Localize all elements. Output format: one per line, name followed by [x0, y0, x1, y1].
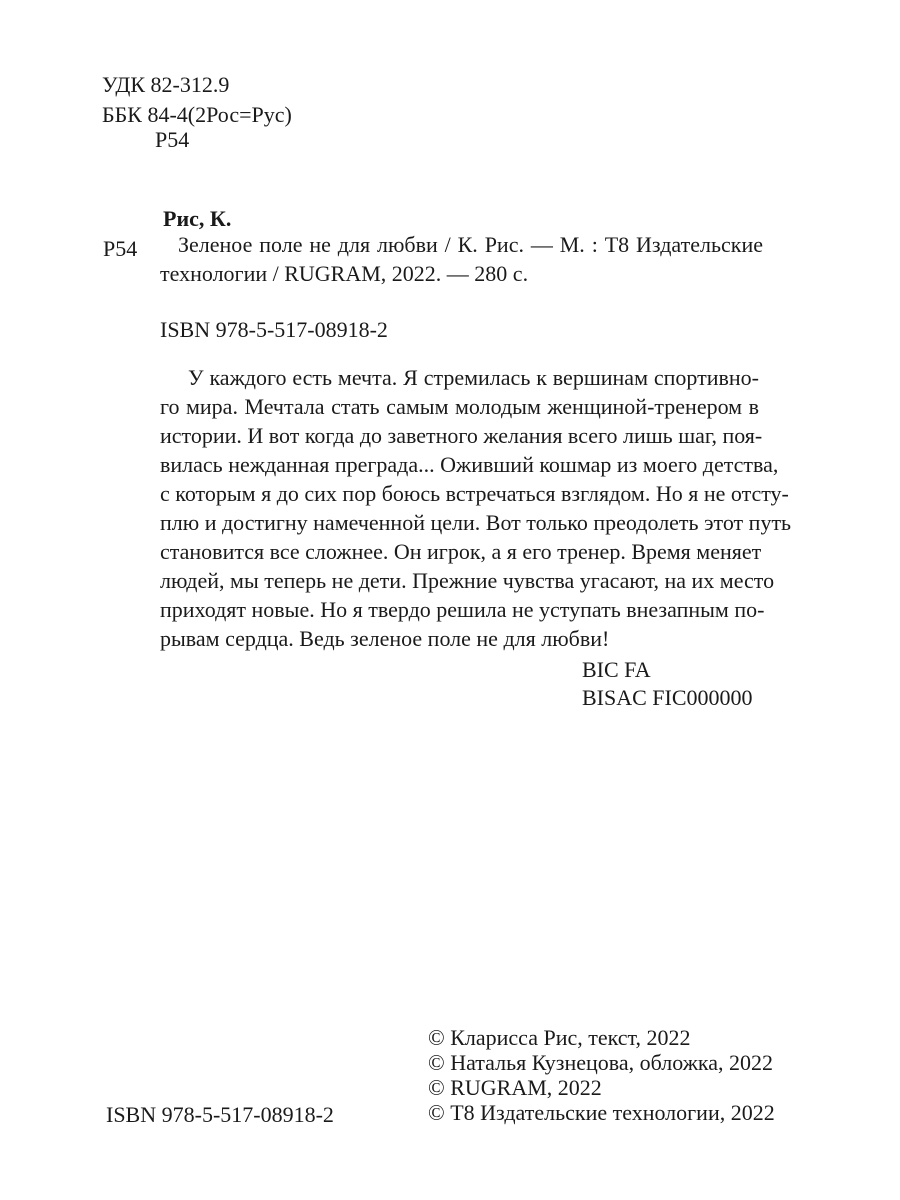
bisac-code: BISAC FIC000000: [582, 685, 753, 710]
annotation-line: рывам сердца. Ведь зеленое поле не для любви!: [160, 626, 610, 651]
copyright-line: © Кларисса Рис, текст, 2022: [428, 1025, 691, 1050]
bibliographic-description: [160, 230, 763, 288]
annotation: [160, 363, 792, 653]
udk-code: УДК 82-312.9: [102, 72, 230, 97]
annotation-line: го мира. Мечтала стать самым молодым женщиной-тренером в: [160, 394, 759, 419]
bic-code: BIC FA: [582, 657, 651, 682]
bibliographic-line: Зеленое поле не для любви / К. Рис. — М. : Т8 Издательские: [178, 232, 763, 257]
copyright-line: © Т8 Издательские технологии, 2022: [428, 1100, 775, 1125]
annotation-line: становится все сложнее. Он игрок, а я его тренер. Время меняет: [160, 539, 762, 564]
annotation-line: У каждого есть мечта. Я стремилась к вершинам спортивно-: [188, 365, 759, 390]
annotation-line: приходят новые. Но я твердо решила не уступать внезапным по-: [160, 597, 765, 622]
isbn-record: ISBN 978-5-517-08918-2: [160, 317, 388, 342]
annotation-line: истории. И вот когда до заветного желания всего лишь шаг, поя-: [160, 423, 763, 448]
copyright-line: © Наталья Кузнецова, обложка, 2022: [428, 1050, 774, 1075]
copyright-line: © RUGRAM, 2022: [428, 1075, 602, 1100]
bbk-code: ББК 84-4(2Рос=Рус): [102, 102, 292, 127]
annotation-line: людей, мы теперь не дети. Прежние чувства угасают, на их место: [160, 568, 775, 593]
copyright-block: [428, 1025, 775, 1125]
bibliographic-line: технологии / RUGRAM, 2022. — 280 с.: [160, 261, 529, 286]
author-heading: Рис, К.: [163, 206, 232, 231]
annotation-line: вилась нежданная преграда... Оживший кошмар из моего детства,: [160, 452, 779, 477]
author-sign-code: Р54: [155, 127, 190, 152]
isbn-footer: ISBN 978-5-517-08918-2: [106, 1102, 334, 1127]
annotation-line: с которым я до сих пор боюсь встречаться взглядом. Но я не отсту-: [160, 481, 789, 506]
annotation-line: плю и достигну намеченной цели. Вот только преодолеть этот путь: [160, 510, 792, 535]
author-sign-margin: Р54: [103, 236, 138, 261]
